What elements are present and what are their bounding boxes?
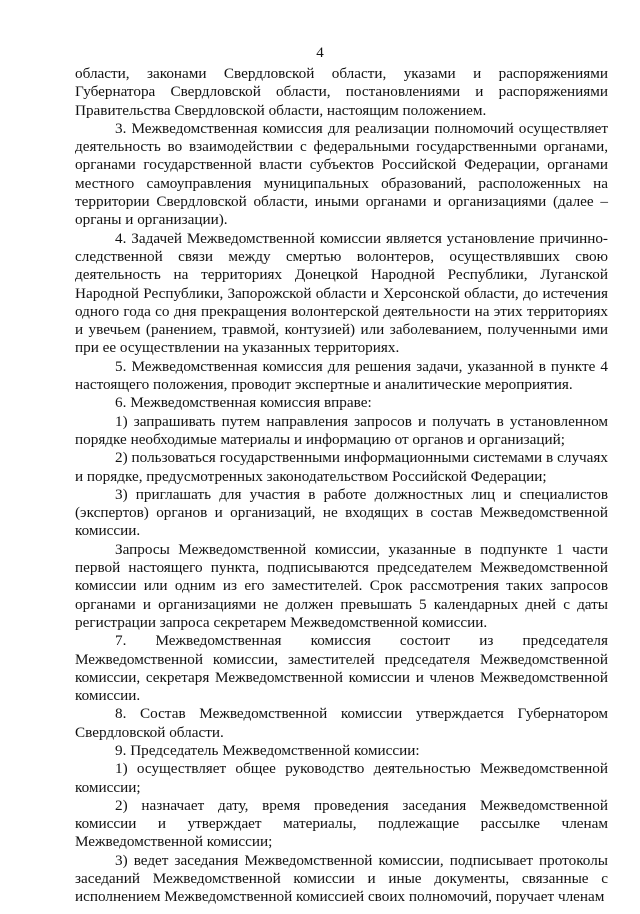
document-body: [75, 65, 608, 907]
page-number: 4: [316, 45, 324, 61]
paragraph-requests: Запросы Межведомственной комиссии, указанные в подпункте 1 части первой настоящего пункта, подписываются председателем Межведомственной комиссии или одним из его заместителей. Срок рассмотрения таких запросов органами и организациями не должен превышать 5 календарных дней с даты регистрации запроса секретарем Межведомственной комиссии.: [75, 540, 608, 631]
subitem-9-1: 1) осуществляет общее руководство деятельностью Межведомственной комиссии;: [75, 760, 608, 796]
subitem-6-3: 3) приглашать для участия в работе должностных лиц и специалистов (экспертов) органов и организаций, не входящих в состав Межведомственной комиссии.: [75, 485, 608, 540]
paragraph-item-4: 4. Задачей Межведомственной комиссии является установление причинно-следственной связи между смертью волонтеров, осуществлявших свою деятельность на территориях Донецкой Народной Республики, Луганской Народной Республики, Запорожской области и Херсонской области, до истечения одного года со дня прекращения волонтерской деятельности на этих территориях и увечьем (ранением, травмой, контузией) или заболеванием, полученными ими при ее осуществлении на указанных территориях.: [75, 229, 608, 357]
subitem-9-3: 3) ведет заседания Межведомственной комиссии, подписывает протоколы заседаний Межведомственной комиссии и иные документы, связанные с исполнением Межведомственной комиссией своих полномочий, поручает членам: [75, 851, 608, 906]
paragraph-item-9: 9. Председатель Межведомственной комиссии:: [115, 741, 420, 759]
subitem-6-2: 2) пользоваться государственными информационными системами в случаях и порядке, предусмотренных законодательством Российской Федерации;: [75, 449, 608, 485]
paragraph-continuation: области, законами Свердловской области, указами и распоряжениями Губернатора Свердловской области, постановлениями и распоряжениями Правительства Свердловской области, настоящим положением.: [75, 65, 608, 119]
subitem-9-2: 2) назначает дату, время проведения заседания Межведомственной комиссии и утверждает материалы, подлежащие рассылке членам Межведомственной комиссии;: [75, 796, 608, 851]
subitem-6-1: 1) запрашивать путем направления запросов и получать в установленном порядке необходимые материалы и информацию от органов и организаций;: [75, 412, 608, 448]
paragraph-item-3: 3. Межведомственная комиссия для реализации полномочий осуществляет деятельность во взаимодействии с федеральными государственными органами, органами государственной власти субъектов Российской Федерации, органами местного самоуправления муниципальных образований, расположенных на территории Свердловской области, иными органами и организациями (далее – органы и организации).: [75, 119, 608, 229]
paragraph-item-5: 5. Межведомственная комиссия для решения задачи, указанной в пункте 4 настоящего положения, проводит экспертные и аналитические мероприятия.: [75, 357, 608, 394]
paragraph-item-8: 8. Состав Межведомственной комиссии утверждается Губернатором Свердловской области.: [75, 705, 608, 741]
paragraph-item-6: 6. Межведомственная комиссия вправе:: [115, 394, 372, 412]
paragraph-item-7: 7. Межведомственная комиссия состоит из председателя Межведомственной комиссии, заместителей председателя Межведомственной комиссии, секретаря Межведомственной комиссии и членов Межведомственной комиссии.: [75, 632, 608, 705]
